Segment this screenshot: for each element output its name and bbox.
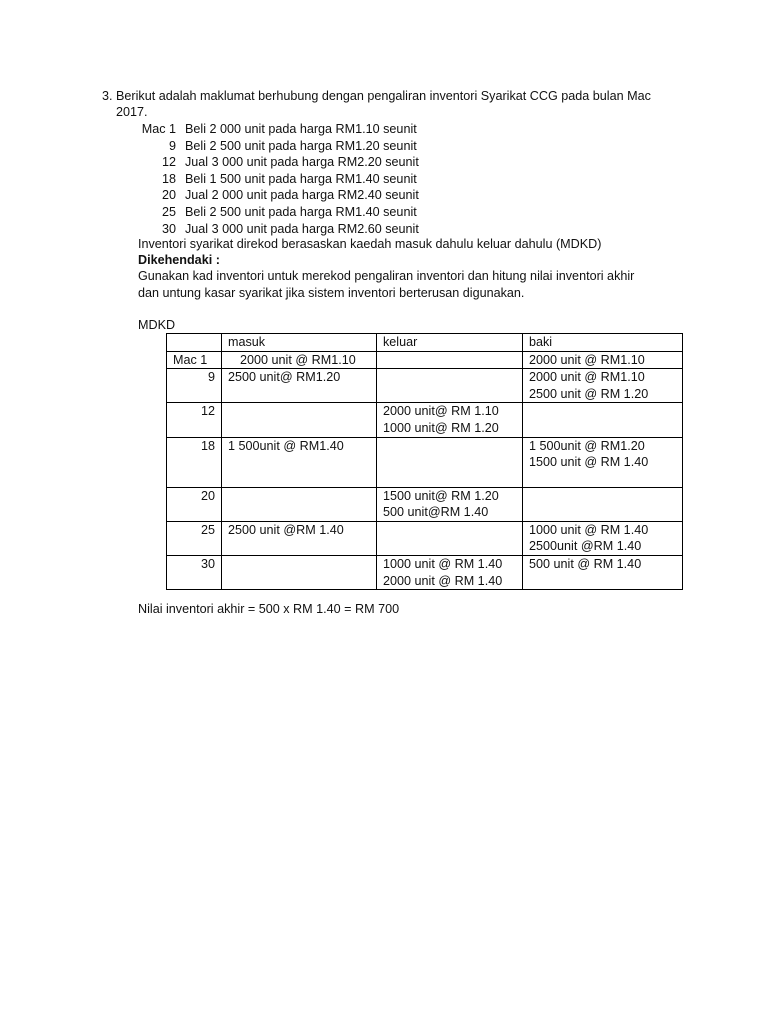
row-keluar	[377, 437, 523, 487]
cell-line: 2000 unit @ RM 1.40	[383, 573, 503, 588]
transaction-row	[136, 204, 419, 221]
transaction-text: Jual 2 000 unit pada harga RM2.40 seunit	[185, 188, 419, 203]
header-baki: baki	[523, 334, 683, 352]
row-date: 30	[167, 555, 222, 589]
row-masuk	[222, 487, 377, 521]
transaction-row	[136, 154, 419, 171]
row-date: Mac 1	[167, 351, 222, 369]
transaction-date: 25	[161, 204, 176, 219]
question-text-2: 2017.	[116, 105, 148, 119]
row-baki	[523, 555, 683, 589]
transaction-row	[136, 171, 419, 188]
cell-line: 2500 unit @RM 1.40	[228, 522, 344, 537]
cell-line: 500 unit@RM 1.40	[383, 505, 489, 520]
row-masuk	[222, 521, 377, 555]
question-number: 3.	[102, 89, 113, 103]
method-label: MDKD	[138, 318, 176, 332]
table-row	[167, 403, 683, 437]
row-keluar	[377, 555, 523, 589]
transaction-date: 9	[168, 138, 176, 153]
row-date: 25	[167, 521, 222, 555]
transaction-date: 18	[161, 171, 176, 186]
table-row	[167, 521, 683, 555]
transaction-list	[136, 121, 419, 237]
transaction-date: Mac 1	[141, 122, 176, 136]
row-date: 9	[167, 369, 222, 403]
transaction-date: 12	[161, 155, 176, 170]
transaction-row	[136, 121, 419, 138]
inventory-card-table	[166, 333, 683, 590]
final-inventory-value: Nilai inventori akhir = 500 x RM 1.40 = RM 700	[138, 602, 400, 616]
instruction-line-1: Gunakan kad inventori untuk merekod pengaliran inventori dan hitung nilai inventori akhir	[138, 269, 635, 283]
transaction-text: Beli 1 500 unit pada harga RM1.40 seunit	[185, 171, 417, 186]
table-row	[167, 369, 683, 403]
cell-line: 2000 unit @ RM1.10	[529, 370, 645, 385]
cell-line: 1000 unit @ RM 1.40	[383, 556, 503, 571]
cell-line: 2500 unit @ RM 1.20	[529, 386, 649, 401]
row-baki	[523, 487, 683, 521]
row-masuk	[222, 369, 377, 403]
row-masuk	[222, 351, 377, 369]
cell-line: 2500unit @RM 1.40	[529, 539, 642, 554]
row-date: 18	[167, 437, 222, 487]
transaction-text: Beli 2 000 unit pada harga RM1.10 seunit	[185, 122, 417, 136]
transaction-row	[136, 138, 419, 155]
cell-line: 500 unit @ RM 1.40	[529, 556, 642, 571]
cell-line: 2000 unit @ RM1.10	[240, 352, 356, 367]
transaction-text: Beli 2 500 unit pada harga RM1.20 seunit	[185, 138, 417, 153]
cell-line: 2000 unit @ RM1.10	[529, 352, 645, 367]
table-row	[167, 555, 683, 589]
transaction-text: Jual 3 000 unit pada harga RM2.20 seunit	[185, 155, 419, 170]
table-header-row	[167, 334, 683, 352]
cell-line: 2000 unit@ RM 1.10	[383, 404, 499, 419]
transaction-text: Jual 3 000 unit pada harga RM2.60 seunit	[185, 221, 419, 236]
header-keluar: keluar	[377, 334, 523, 352]
row-baki	[523, 437, 683, 487]
row-date: 12	[167, 403, 222, 437]
table-row	[167, 351, 683, 369]
row-masuk	[222, 403, 377, 437]
row-keluar	[377, 369, 523, 403]
row-keluar	[377, 521, 523, 555]
table-row	[167, 437, 683, 487]
transaction-date: 30	[161, 221, 176, 236]
transaction-text: Beli 2 500 unit pada harga RM1.40 seunit	[185, 204, 417, 219]
transaction-date: 20	[161, 188, 176, 203]
cell-line: 1000 unit@ RM 1.20	[383, 420, 499, 435]
row-masuk	[222, 437, 377, 487]
row-baki	[523, 521, 683, 555]
row-baki	[523, 351, 683, 369]
row-keluar	[377, 351, 523, 369]
cell-line: 1500 unit @ RM 1.40	[529, 455, 649, 470]
row-baki	[523, 369, 683, 403]
row-date: 20	[167, 487, 222, 521]
row-masuk	[222, 555, 377, 589]
cell-line: 1 500unit @ RM1.20	[529, 438, 645, 453]
row-keluar	[377, 403, 523, 437]
header-date	[167, 334, 222, 352]
cell-line: 2500 unit@ RM1.20	[228, 370, 341, 385]
transaction-row	[136, 221, 419, 238]
table-row	[167, 487, 683, 521]
cell-line: 1500 unit@ RM 1.20	[383, 488, 499, 503]
required-heading: Dikehendaki :	[138, 253, 220, 267]
transaction-row	[136, 187, 419, 204]
question-line-1	[102, 88, 682, 105]
row-baki	[523, 403, 683, 437]
cell-line: 1000 unit @ RM 1.40	[529, 522, 649, 537]
question-text-1: Berikut adalah maklumat berhubung dengan pengaliran inventori Syarikat CCG pada bulan Mac	[116, 89, 651, 103]
method-note: Inventori syarikat direkod berasaskan kaedah masuk dahulu keluar dahulu (MDKD)	[138, 237, 602, 251]
cell-line: 1 500unit @ RM1.40	[228, 438, 344, 453]
header-masuk: masuk	[222, 334, 377, 352]
instruction-line-2: dan untung kasar syarikat jika sistem inventori berterusan digunakan.	[138, 286, 525, 300]
row-keluar	[377, 487, 523, 521]
